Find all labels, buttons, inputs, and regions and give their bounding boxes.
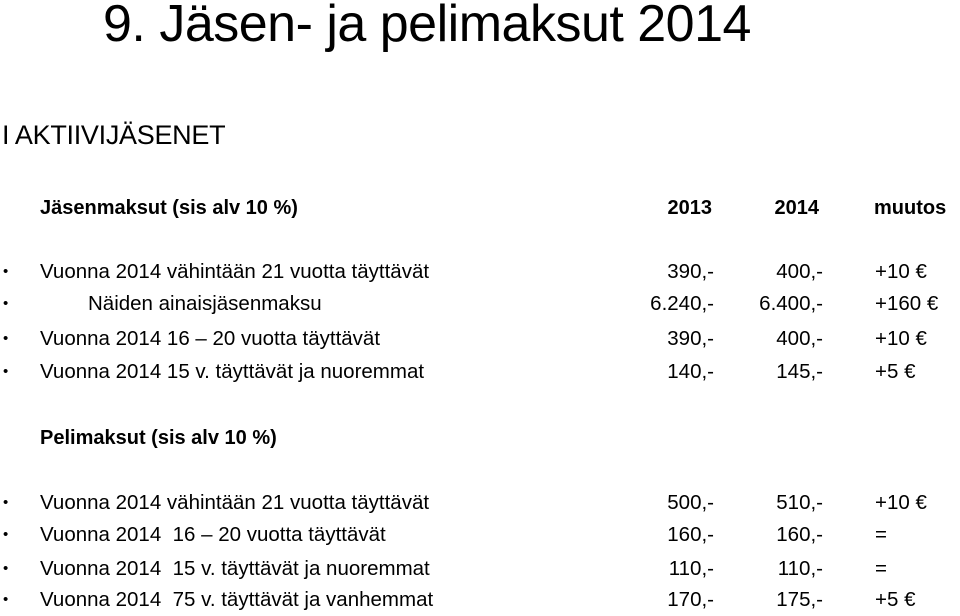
fee-2014: 400,- bbox=[776, 327, 823, 350]
fee-change: +10 € bbox=[875, 491, 927, 514]
fee-2014: 400,- bbox=[776, 260, 823, 283]
fee-change: +5 € bbox=[875, 360, 916, 383]
game-fees-header bbox=[0, 424, 960, 452]
fee-label: Vuonna 2014 15 v. täyttävät ja nuoremmat bbox=[40, 360, 425, 383]
table-row bbox=[0, 521, 960, 549]
fee-change: +5 € bbox=[875, 588, 916, 611]
bullet: • bbox=[3, 263, 9, 280]
fee-label: Vuonna 2014 16 – 20 vuotta täyttävät bbox=[40, 523, 386, 546]
bullet: • bbox=[3, 363, 9, 380]
fee-label: Näiden ainaisjäsenmaksu bbox=[88, 292, 322, 315]
fee-2013: 170,- bbox=[667, 588, 714, 611]
table-row bbox=[0, 258, 960, 286]
bullet: • bbox=[3, 591, 9, 608]
fee-2013: 110,- bbox=[668, 557, 714, 580]
fee-2014: 175,- bbox=[776, 588, 823, 611]
fee-2014: 6.400,- bbox=[759, 292, 823, 315]
column-header-change: muutos bbox=[874, 197, 947, 219]
fee-change: +160 € bbox=[875, 292, 939, 315]
table-row bbox=[0, 555, 960, 583]
fee-label: Vuonna 2014 16 – 20 vuotta täyttävät bbox=[40, 327, 381, 350]
fee-label: Vuonna 2014 vähintään 21 vuotta täyttävät bbox=[40, 260, 430, 283]
bullet: • bbox=[3, 295, 9, 312]
member-fees-heading: Jäsenmaksut (sis alv 10 %) bbox=[40, 197, 298, 219]
fee-2013: 390,- bbox=[667, 327, 714, 350]
fee-2013: 6.240,- bbox=[650, 292, 714, 315]
fee-2014: 110,- bbox=[777, 557, 823, 580]
fee-2013: 140,- bbox=[667, 360, 714, 383]
fee-2013: 390,- bbox=[667, 260, 714, 283]
fee-2014: 510,- bbox=[776, 491, 823, 514]
fee-change: = bbox=[875, 523, 887, 546]
bullet: • bbox=[3, 330, 9, 347]
column-header-2013: 2013 bbox=[667, 197, 712, 219]
bullet: • bbox=[3, 560, 9, 577]
game-fees-heading: Pelimaksut (sis alv 10 %) bbox=[40, 427, 277, 449]
table-row bbox=[0, 290, 960, 318]
fee-2013: 500,- bbox=[667, 491, 714, 514]
fee-2014: 160,- bbox=[776, 523, 823, 546]
table-row bbox=[0, 489, 960, 517]
table-row bbox=[0, 358, 960, 386]
fee-change: +10 € bbox=[875, 260, 927, 283]
fee-label: Vuonna 2014 vähintään 21 vuotta täyttävät bbox=[40, 491, 430, 514]
column-header-2014: 2014 bbox=[774, 197, 819, 219]
fee-2014: 145,- bbox=[776, 360, 823, 383]
table-row bbox=[0, 325, 960, 353]
fee-change: = bbox=[875, 557, 887, 580]
fee-label: Vuonna 2014 15 v. täyttävät ja nuoremmat bbox=[40, 557, 430, 580]
section-title: I AKTIIVIJÄSENET bbox=[2, 120, 226, 150]
fee-2013: 160,- bbox=[667, 523, 714, 546]
bullet: • bbox=[3, 494, 9, 511]
fee-label: Vuonna 2014 75 v. täyttävät ja vanhemmat bbox=[40, 588, 434, 611]
page-title: 9. Jäsen- ja pelimaksut 2014 bbox=[103, 0, 751, 53]
member-fees-header bbox=[0, 194, 960, 222]
fee-change: +10 € bbox=[875, 327, 927, 350]
bullet: • bbox=[3, 526, 9, 543]
table-row bbox=[0, 586, 960, 614]
